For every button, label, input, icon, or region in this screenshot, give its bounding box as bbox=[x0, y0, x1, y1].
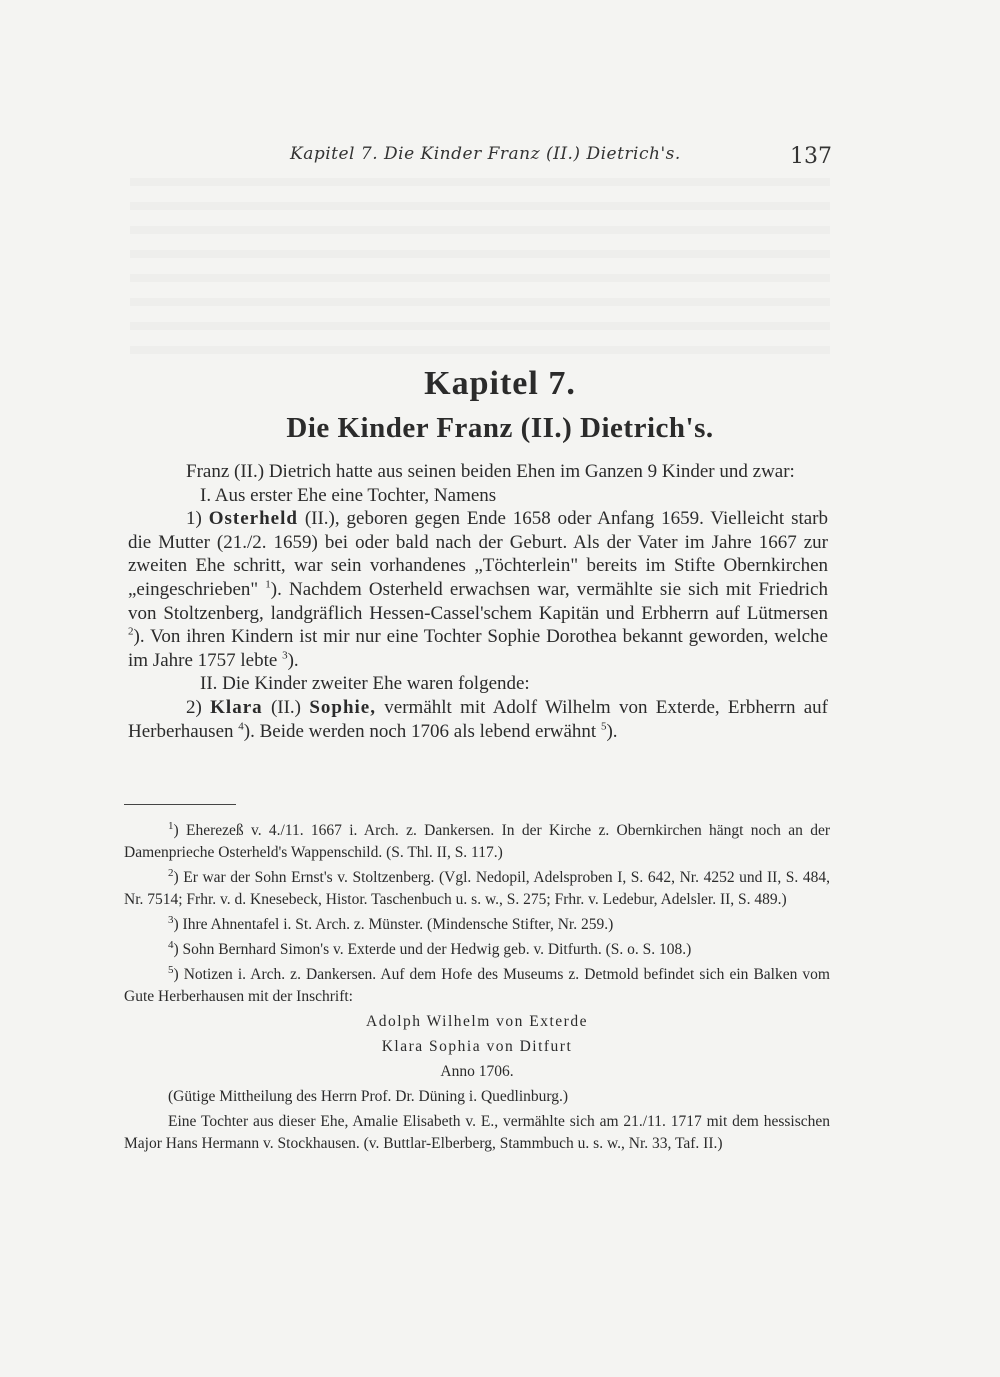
name-osterheld: Osterheld bbox=[208, 508, 298, 530]
text-segment: ). bbox=[606, 720, 618, 742]
footnote-ref-1[interactable]: 1 bbox=[265, 578, 271, 591]
bleed-through-shadow bbox=[130, 178, 830, 358]
footnote-number: 5 bbox=[168, 963, 174, 976]
footnotes bbox=[124, 820, 830, 1158]
footnote-text: ) Er war der Sohn Ernst's v. Stoltzenberg. (Vgl. Nedopil, Adelsproben I, S. 642, Nr. 4252 und II, S. 484, Nr. 7514; Frhr. v. d. Knesebeck, Histor. Taschenbuch u. s. w., S. 275; Frhr. v. Ledebur, Adelsler. II, S. 489.) bbox=[124, 869, 830, 908]
item-number: 1) bbox=[186, 508, 209, 530]
text-segment: ). bbox=[287, 649, 299, 671]
footnote-4 bbox=[124, 939, 830, 961]
page-number: 137 bbox=[790, 144, 832, 169]
footnote-2 bbox=[124, 867, 830, 911]
footnote-text: ) Ihre Ahnentafel i. St. Arch. z. Münster. (Mindensche Stifter, Nr. 259.) bbox=[173, 916, 614, 933]
running-head: Kapitel 7. Die Kinder Franz (II.) Dietrich's. bbox=[290, 144, 681, 164]
paragraph-intro: Franz (II.) Dietrich hatte aus seinen beiden Ehen im Ganzen 9 Kinder und zwar: bbox=[186, 461, 795, 482]
footnote-5-continuation: Eine Tochter aus dieser Ehe, Amalie Elisabeth v. E., vermählte sich am 21./11. 1717 mit dem hessischen Major Hans Hermann v. Stockhausen. (v. Buttlar-Elberberg, Stammbuch u. s. w., Nr. 33, Taf. II.) bbox=[124, 1113, 830, 1152]
inscription-line-3: Anno 1706. bbox=[440, 1063, 514, 1080]
body-text bbox=[128, 460, 828, 743]
name-sophie: Sophie, bbox=[309, 696, 376, 718]
inscription-line-1: Adolph Wilhelm von Exterde bbox=[366, 1013, 588, 1030]
paragraph-first-marriage: I. Aus erster Ehe eine Tochter, Namens bbox=[200, 484, 497, 506]
footnote-5 bbox=[124, 964, 830, 1008]
chapter-subtitle: Die Kinder Franz (II.) Dietrich's. bbox=[286, 412, 714, 444]
footnote-text: ) Eherezeß v. 4./11. 1667 i. Arch. z. Dankersen. In der Kirche z. Obernkirchen hängt noch an der Damenprieche Osterheld's Wappenschild. (S. Thl. II, S. 117.) bbox=[124, 822, 830, 861]
text-segment: ). Nachdem Osterheld erwachsen war, vermählte sie sich mit Friedrich von Stoltzenberg, landgräflich Hessen-Cassel'schem Kapitän und Erbherrn auf Lütmersen bbox=[128, 578, 828, 624]
footnote-text: ) Sohn Bernhard Simon's v. Exterde und der Hedwig geb. v. Ditfurth. (S. o. S. 108.) bbox=[173, 941, 692, 958]
paragraph-second-marriage: II. Die Kinder zweiter Ehe waren folgende: bbox=[200, 673, 530, 695]
footnote-number: 3 bbox=[168, 913, 174, 926]
footnote-1 bbox=[124, 820, 830, 864]
text-segment: vermählt mit Adolf Wilhelm von Exterde, Erbherrn auf Herberhausen bbox=[128, 696, 829, 742]
footnote-ref-3[interactable]: 3 bbox=[282, 649, 288, 662]
footnote-ref-4[interactable]: 4 bbox=[238, 720, 244, 733]
footnote-ref-2[interactable]: 2 bbox=[128, 625, 134, 638]
paragraph-klara-sophie bbox=[128, 696, 828, 743]
footnote-5-credit: (Gütige Mittheilung des Herrn Prof. Dr. Düning i. Quedlinburg.) bbox=[168, 1088, 569, 1105]
footnote-number: 2 bbox=[168, 866, 174, 879]
footnote-number: 4 bbox=[168, 938, 174, 951]
text-segment: (II.) bbox=[262, 696, 310, 718]
text-segment: (II.), geboren gegen Ende 1658 oder Anfang 1659. Vielleicht starb die Mutter (21./2. 1659) bei oder bald nach der Geburt. Als der Vater im Jahre 1667 zur zweiten Ehe schritt, war sein vorhandenes „Töchterlein" bereits im Stifte Obernkirchen „eingeschrieben" bbox=[128, 508, 829, 600]
footnote-text: ) Notizen i. Arch. z. Dankersen. Auf dem Hofe des Museums z. Detmold befindet sich ein Balken vom Gute Herberhausen mit der Inschrift: bbox=[124, 966, 830, 1005]
text-segment: ). Beide werden noch 1706 als lebend erwähnt bbox=[243, 720, 601, 742]
chapter-title: Kapitel 7. bbox=[424, 365, 576, 402]
paragraph-osterheld bbox=[128, 507, 828, 672]
footnote-3 bbox=[124, 914, 830, 936]
item-number: 2) bbox=[186, 696, 211, 718]
text-segment: ). Von ihren Kindern ist mir nur eine Tochter Sophie Dorothea bekannt geworden, welche im Jahre 1757 lebte bbox=[128, 626, 828, 671]
name-klara: Klara bbox=[210, 696, 263, 718]
footnote-ref-5[interactable]: 5 bbox=[600, 720, 607, 733]
footnote-number: 1 bbox=[168, 819, 174, 832]
inscription-line-2: Klara Sophia von Ditfurt bbox=[381, 1038, 573, 1055]
footnote-divider bbox=[124, 804, 236, 805]
